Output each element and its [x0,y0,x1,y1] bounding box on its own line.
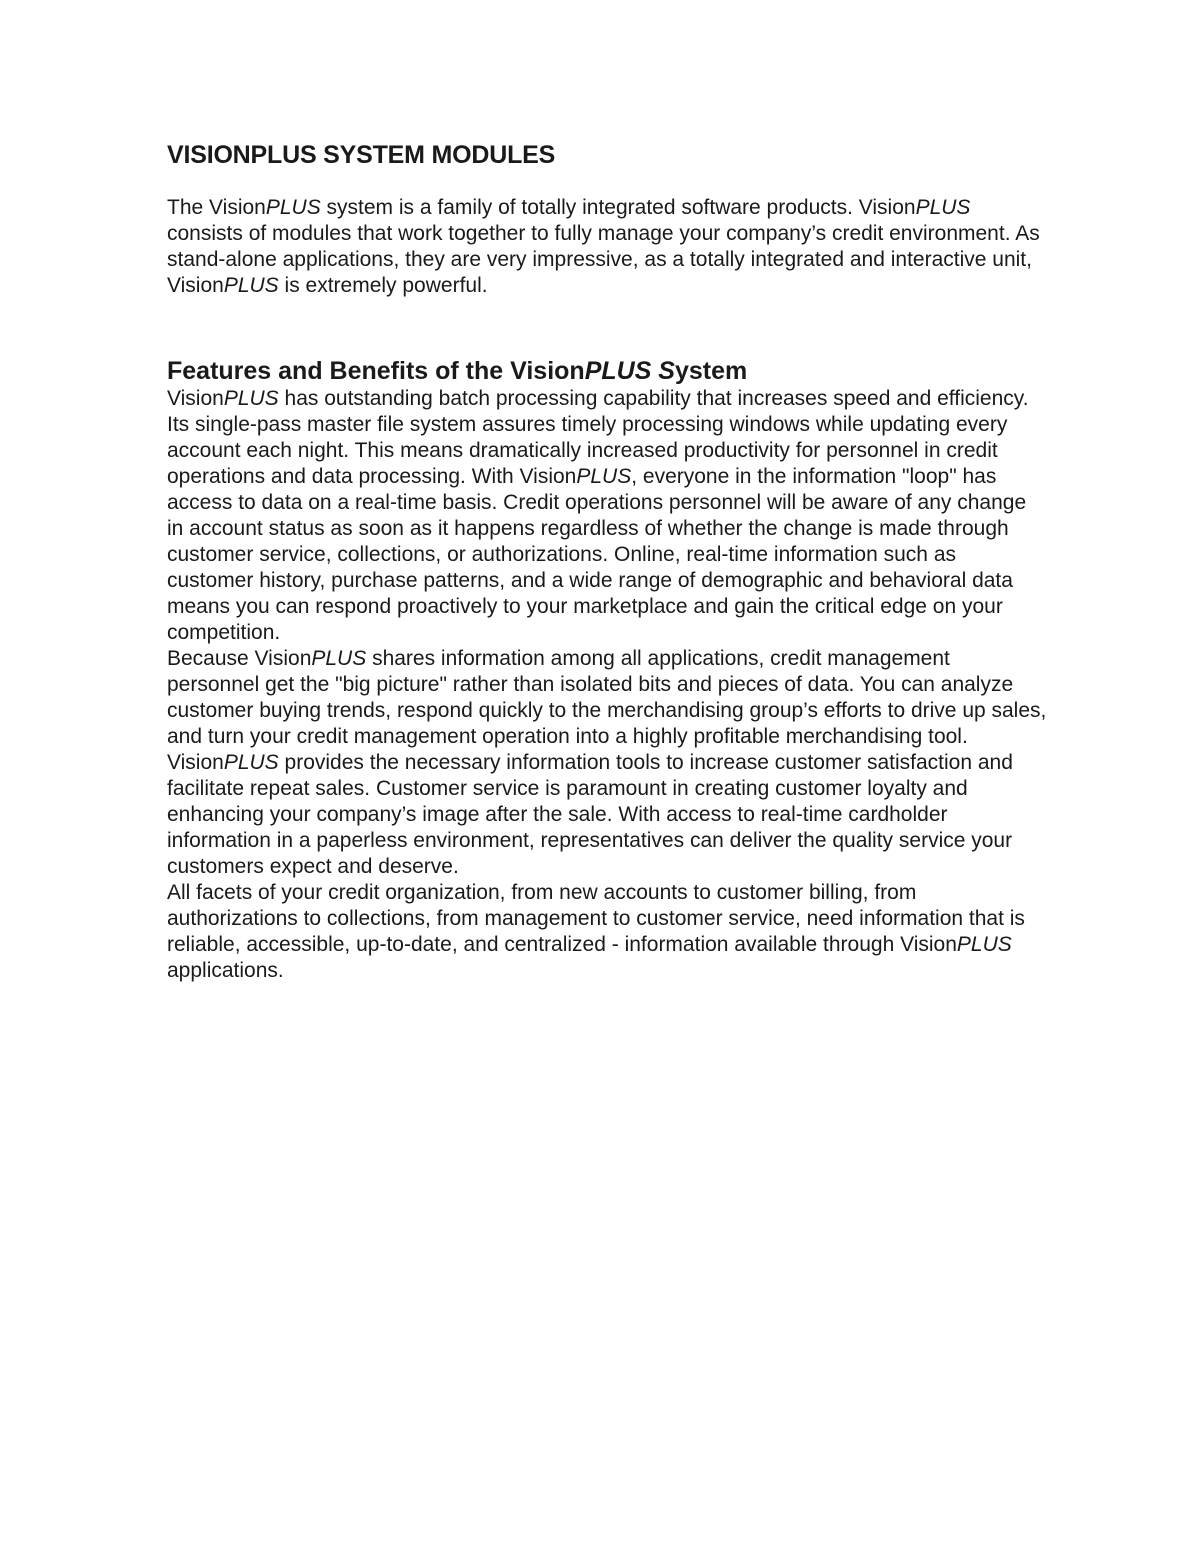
intro-run: PLUS [265,196,321,219]
document-page [167,140,1047,984]
body-run: PLUS [223,387,279,410]
features-heading-run: PLUS S [584,357,675,385]
body-run: applications. [167,959,284,982]
body-run: , everyone in the information "loop" has access to data on a real-time basis. Credit operations personnel will be aware of any change in account status as soon as it happens regardless of whether the change is made through customer service, collections, or authorizations. Online, real-time information such as customer history, purchase patterns, and a wide range of demographic and behavioral data means you can respond proactively to your marketplace and gain the critical edge on your competition. [167,465,1027,644]
features-paragraph-2 [167,646,1047,880]
intro-run: The Vision [167,196,266,219]
body-run: All facets of your credit organization, from new accounts to customer billing, from authorizations to collections, from management to customer service, need information that is reliable, accessible, up-to-date, and centralized - information available through Vision [167,881,1025,956]
body-run: PLUS [223,751,279,774]
intro-run: PLUS [223,274,279,297]
intro-paragraph [167,195,1047,299]
intro-run: system is a family of totally integrated software products. Vision [320,196,916,219]
body-run: shares information among all applications, credit management personnel get the "big picture" rather than isolated bits and pieces of data. You can analyze customer buying trends, respond quickly to the merchandising group’s efforts to drive up sales, and turn your credit management operation into a highly profitable merchandising tool. Vision [167,647,1047,774]
features-heading [167,356,1047,386]
body-run: Vision [167,387,224,410]
body-run: PLUS [956,933,1012,956]
body-run: provides the necessary information tools to increase customer satisfaction and facilitate repeat sales. Customer service is paramount in creating customer loyalty and enhancing your company’s image after the sale. With access to real-time cardholder information in a paperless environment, representatives can deliver the quality service your customers expect and deserve. [167,751,1013,878]
features-paragraph-1 [167,386,1047,646]
features-heading-run: Features and Benefits of the Vision [167,357,585,385]
intro-run: is extremely powerful. [278,274,488,297]
document-title: VISIONPLUS SYSTEM MODULES [167,141,556,169]
body-run: has outstanding batch processing capability that increases speed and efficiency. Its single-pass master file system assures timely processing windows while updating every account each night. This means dramatically increased productivity for personnel in credit operations and data processing. With Vision [167,387,1029,488]
intro-run: consists of modules that work together to fully manage your company’s credit environment. As stand-alone applications, they are very impressive, as a totally integrated and interactive unit, Vision [167,222,1040,297]
features-paragraph-3 [167,880,1047,984]
features-heading-run: ystem [674,357,748,385]
intro-run: PLUS [915,196,971,219]
body-run: PLUS [576,465,632,488]
body-run: PLUS [311,647,367,670]
body-run: Because Vision [167,647,312,670]
